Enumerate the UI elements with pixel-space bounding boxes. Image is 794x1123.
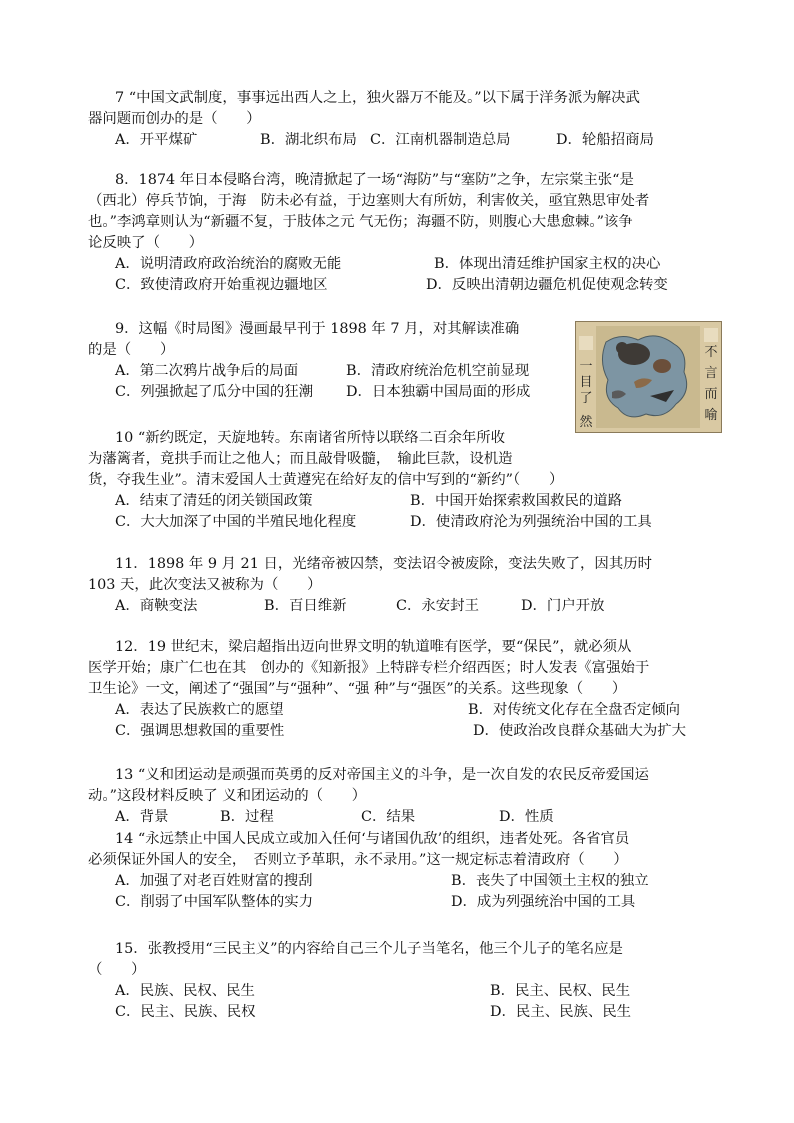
cartoon-right-caption-4: 喻 <box>704 408 718 423</box>
cartoon-right-caption-3: 而 <box>704 387 718 402</box>
option-d: D．使清政府沦为列强统治中国的工具 <box>410 514 652 530</box>
question-stem-line: 动。”这段材料反映了 义和团运动的（ ） <box>88 788 367 804</box>
question-stem-line: 11．1898 年 9 月 21 日，光绪帝被囚禁，变法诏令被废除，变法失败了，因其历时 <box>115 556 652 572</box>
options-row <box>88 807 716 828</box>
question-11 <box>88 554 716 617</box>
option-b: B．湖北织布局 <box>260 132 357 148</box>
option-c: C．民主、民族、民权 <box>115 1004 256 1020</box>
question-stem-line: 7 “中国文武制度，事事远出西人之上，独火器万不能及。”以下属于洋务派为解决武 <box>115 90 640 106</box>
option-b: B．中国开始探索救国救民的道路 <box>410 493 623 509</box>
option-d: D．日本独霸中国局面的形成 <box>346 384 531 400</box>
question-stem-line: 12．19 世纪末，梁启超指出迈向世界文明的轨道唯有医学，要“保民”，就必须从 <box>115 639 632 655</box>
option-c: C．致使清政府开始重视边疆地区 <box>115 277 328 293</box>
cartoon-left-caption-4: 然 <box>579 415 593 430</box>
question-14 <box>88 829 716 913</box>
question-stem-line: 为藩篱者，竟拱手而让之他人；而且敲骨吸髓， 输此巨款，设机造 <box>88 451 513 467</box>
cartoon-left-caption-1: 一 <box>579 359 593 374</box>
option-b: B．民主、民权、民生 <box>490 983 631 999</box>
question-stem-line: 论反映了（ ） <box>88 235 204 251</box>
option-c: C．大大加深了中国的半殖民地化程度 <box>115 514 357 530</box>
option-c: C．列强掀起了瓜分中国的狂潮 <box>115 384 314 400</box>
options-row <box>88 130 716 151</box>
options-row <box>88 871 716 892</box>
option-b: B．体现出清廷维护国家主权的决心 <box>434 256 661 272</box>
question-stem-line: 10 “新约既定，天旋地转。东南诸省所恃以联络二百余年所收 <box>115 430 506 446</box>
option-d: D．性质 <box>499 809 554 825</box>
options-row <box>88 981 716 1002</box>
question-15 <box>88 939 716 1023</box>
option-d: D．门户开放 <box>521 598 605 614</box>
option-a: A．表达了民族救亡的愿望 <box>115 702 284 718</box>
option-d: D．民主、民族、民生 <box>490 1004 632 1020</box>
options-row <box>88 721 716 742</box>
option-a: A．开平煤矿 <box>115 132 198 148</box>
option-b: B．对传统文化存在全盘否定倾向 <box>468 702 681 718</box>
question-9 <box>88 319 568 403</box>
options-row <box>88 512 716 533</box>
option-a: A．加强了对老百姓财富的搜刮 <box>115 873 313 889</box>
options-row <box>88 361 568 382</box>
shiju-tu-cartoon-image <box>575 321 722 433</box>
question-stem-line: 也。”李鸿章则认为“新疆不复，于肢体之元 气无伤；海疆不防，则腹心大患愈棘。”该争 <box>88 214 633 230</box>
cartoon-right-caption-2: 言 <box>704 366 718 381</box>
options-row <box>88 491 716 512</box>
options-row <box>88 275 716 296</box>
option-a: A．背景 <box>115 809 169 825</box>
question-12 <box>88 637 716 742</box>
option-d: D．轮船招商局 <box>556 132 654 148</box>
options-row <box>88 1002 716 1023</box>
question-10 <box>88 428 716 533</box>
question-stem-line: 13 “义和团运动是顽强而英勇的反对帝国主义的斗争，是一次自发的农民反帝爱国运 <box>115 767 649 783</box>
option-d: D．反映出清朝边疆危机促使观念转变 <box>426 277 668 293</box>
question-stem-line: （西北）停兵节饷，于海 防未必有益，于边塞则大有所妨，利害攸关，亟宜熟思审处者 <box>88 193 650 209</box>
options-row <box>88 892 716 913</box>
options-row <box>88 382 568 403</box>
option-b: B．丧失了中国领土主权的独立 <box>451 873 649 889</box>
option-b: B．清政府统治危机空前显现 <box>346 363 530 379</box>
cartoon-left-caption-3: 了 <box>579 391 593 406</box>
question-stem-line: 的是（ ） <box>88 342 175 358</box>
option-a: A．说明清政府政治统治的腐败无能 <box>115 256 342 272</box>
option-d: D．使政治改良群众基础大为扩大 <box>473 723 687 739</box>
question-stem-line: 必须保证外国人的安全， 否则立予革职，永不录用。”这一规定标志着清政府（ ） <box>88 852 628 868</box>
question-stem-line: （ ） <box>88 962 146 978</box>
option-a: A．民族、民权、民生 <box>115 983 255 999</box>
question-7 <box>88 88 716 151</box>
option-c: C．削弱了中国军队整体的实力 <box>115 894 314 910</box>
option-c: C．永安封王 <box>396 598 479 614</box>
question-stem-line: 15．张教授用“三民主义”的内容给自己三个儿子当笔名，他三个儿子的笔名应是 <box>115 941 623 957</box>
question-stem-line: 货，夺我生业”。清末爱国人士黄遵宪在给好友的信中写到的“新约”（ ） <box>88 472 564 488</box>
question-8 <box>88 170 716 296</box>
option-c: C．结果 <box>361 809 416 825</box>
options-row <box>88 700 716 721</box>
option-c: C．强调思想救国的重要性 <box>115 723 285 739</box>
option-a: A．第二次鸦片战争后的局面 <box>115 363 299 379</box>
question-stem-line: 14 “永远禁止中国人民成立或加入任何‘与诸国仇敌’的组织，违者处死。各省官员 <box>115 831 630 847</box>
question-stem-line: 9．这幅《时局图》漫画最早刊于 1898 年 7 月，对其解读准确 <box>115 321 520 337</box>
question-stem-line: 卫生论》一文，阐述了“强国”与“强种”、“强 种”与“强医”的关系。这些现象（ ） <box>88 681 627 697</box>
question-stem-line: 器问题而创办的是（ ） <box>88 111 261 127</box>
option-d: D．成为列强统治中国的工具 <box>451 894 636 910</box>
cartoon-left-caption-2: 目 <box>579 375 593 390</box>
option-a: A．商鞅变法 <box>115 598 198 614</box>
option-c: C．江南机器制造总局 <box>370 132 511 148</box>
question-stem-line: 医学开始；康广仁也在其 创办的《知新报》上特辟专栏介绍西医；时人发表《富强始于 <box>88 660 650 676</box>
options-row <box>88 596 716 617</box>
option-b: B．百日维新 <box>264 598 347 614</box>
cartoon-right-caption-1: 不 <box>704 345 718 360</box>
question-13 <box>88 765 716 828</box>
question-stem-line: 8．1874 年日本侵略台湾，晚清掀起了一场“海防”与“塞防”之争，左宗棠主张“是 <box>115 172 634 188</box>
question-stem-line: 103 天，此次变法又被称为（ ） <box>88 577 322 593</box>
options-row <box>88 254 716 275</box>
option-a: A．结束了清廷的闭关锁国政策 <box>115 493 313 509</box>
option-b: B．过程 <box>220 809 274 825</box>
